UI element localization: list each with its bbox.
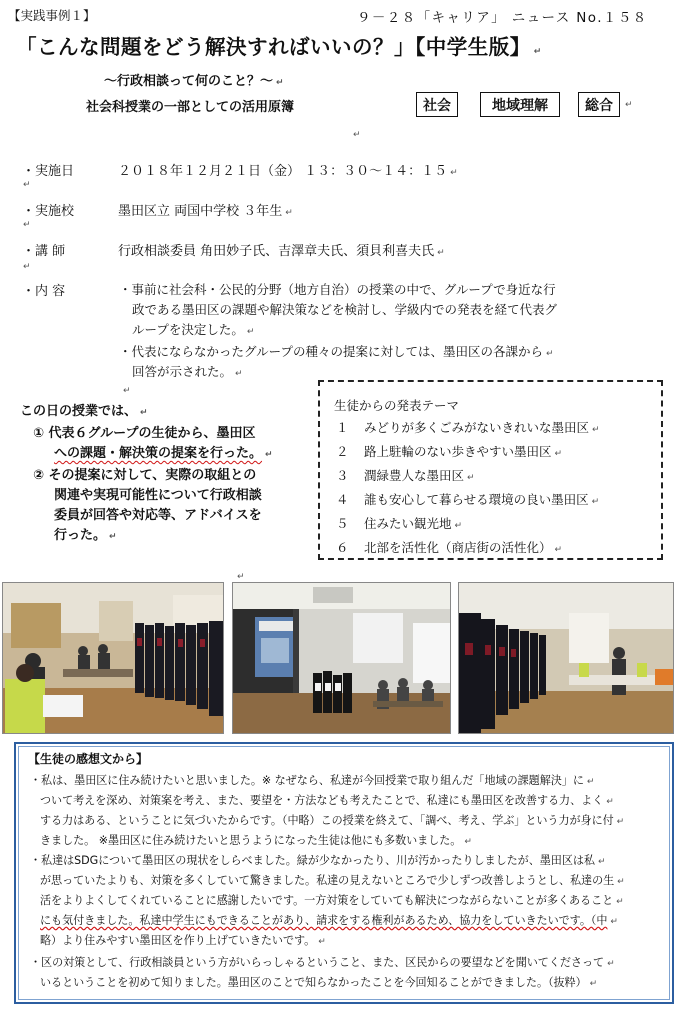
comments-heading: 【生徒の感想文から】 [28,752,149,766]
date-label: ・実施日 [22,164,75,179]
comment-line: ついて考えを深め、対策案を考え、また、要望を・方法なども考えたことで、私達にも墨田区を改善する力、よく ↵ [40,794,614,807]
theme-item: １ みどりが多くごみがないきれいな墨田区 ↵ [336,420,600,435]
page-subtitle: ～行政相談って何のこと？～ ↵ [104,74,284,89]
comment-line: ・私達はSDGについて墨田区の現状をしらべました。緑が少なかったり、川が汚かったりしましたが、墨田区は私 ↵ [30,854,606,867]
comment-line: 活をよりよくしてくれていることに感謝したいです。一方対策をしていても解決につながらないことが多くあること ↵ [40,894,624,907]
comment-line: が思っていたよりも、対策を多くしていて驚きました。私達の見えないところで少しずつ改善しようとし、私達の生 ↵ [40,874,625,887]
presentation-themes-box [318,380,663,560]
school-value: 墨田区立 両国中学校 ３年生 ↵ [118,204,293,219]
school-label: ・実施校 [22,204,75,219]
usage-note: 社会科授業の一部としての活用原簿 [86,100,295,115]
lesson-item-2-cont: 行った。 ↵ [54,528,117,543]
content-line: ・事前に社会科・公民的分野（地方自治）の授業の中で、グループで身近な行 [119,282,556,297]
themes-title: 生徒からの発表テーマ [334,398,460,413]
content-label: ・内 容 [22,284,66,299]
tag-integrated-study: 総合 [578,92,620,117]
student-comments-box [14,742,674,1004]
theme-item: ５ 住みたい観光地 ↵ [336,516,463,531]
comment-line: する力はある、ということに気づいたからです。（中略）この授業を終えて、「調べ、考え、学ぶ」という力が身に付 ↵ [40,814,625,827]
photo-students-presenting [2,582,224,734]
theme-item: ３ 潤緑豊人な墨田区 ↵ [336,468,475,483]
comment-line: いるということを初めて知りました。墨田区のことで知らなかったことを今回知ることができました。（抜粋） ↵ [40,976,598,989]
theme-item: ４ 誰も安心して暮らせる環境の良い墨田区 ↵ [336,492,600,507]
lecturer-value: 行政相談委員 角田妙子氏、吉澤章夫氏、須貝利喜夫氏 ↵ [118,244,445,259]
comment-line: にも気付きました。私達中学生にもできることがあり、請求をする権利があるため、協力をしていきたいです。（中 ↵ [40,914,618,927]
case-label: 【実践事例１】 [8,8,96,23]
newsletter-number: ９－２８「キャリア」 ニュース No.１５８ [357,10,648,26]
lesson-heading: この日の授業では、 ↵ [20,404,148,419]
comment-line: ・私は、墨田区に住み続けたいと思いました。※ なぜなら、私達が今回授業で取り組んだ「地域の課題解決」に ↵ [30,774,595,787]
photo-projector-screen [232,582,451,734]
comment-line: 略）より住みやすい墨田区を作り上げていきたいです。 ↵ [40,934,326,947]
content-line: ループを決定した。 ↵ [132,322,255,337]
theme-item: ２ 路上駐輪のない歩きやすい墨田区 ↵ [336,444,563,459]
comment-line: ・区の対策として、行政相談員という方がいらっしゃるということ、また、区民からの要望などを聞いてくださって ↵ [30,956,615,969]
tag-social-studies: 社会 [416,92,458,117]
lesson-item-1: ① 代表６グループの生徒から、墨田区 [33,426,256,441]
comment-line: きました。 ※墨田区に住み続けたいと思うようになった生徒は他にも多数いました。 ↵ [40,834,472,847]
lecturer-label: ・講 師 [22,244,66,259]
content-line: 政である墨田区の課題や解決策などを検討し、学級内での発表を経て代表グ [132,302,558,317]
lesson-item-2-cont: 関連や実現可能性について行政相談 [54,488,262,503]
content-line: ・代表にならなかったグループの種々の提案に対しては、墨田区の各課から ↵ [119,344,554,359]
lesson-item-2: ② その提案に対して、実際の取組との [33,468,257,483]
page-title: 「こんな問題をどう解決すればいいの？」【中学生版】 ↵ [16,35,542,59]
theme-item: ６ 北部を活性化（商店街の活性化） ↵ [336,540,563,555]
content-line: 回答が示された。 ↵ [132,364,243,379]
tag-regional-understanding: 地域理解 [480,92,560,117]
date-value: ２０１８年１２月２１日（金） １３：３０～１４：１５ ↵ [118,164,458,179]
lesson-item-2-cont: 委員が回答や対応等、アドバイスを [54,508,262,523]
photo-students-lineup [458,582,674,734]
lesson-item-1-cont: への課題・解決策の提案を行った。 ↵ [54,446,273,461]
